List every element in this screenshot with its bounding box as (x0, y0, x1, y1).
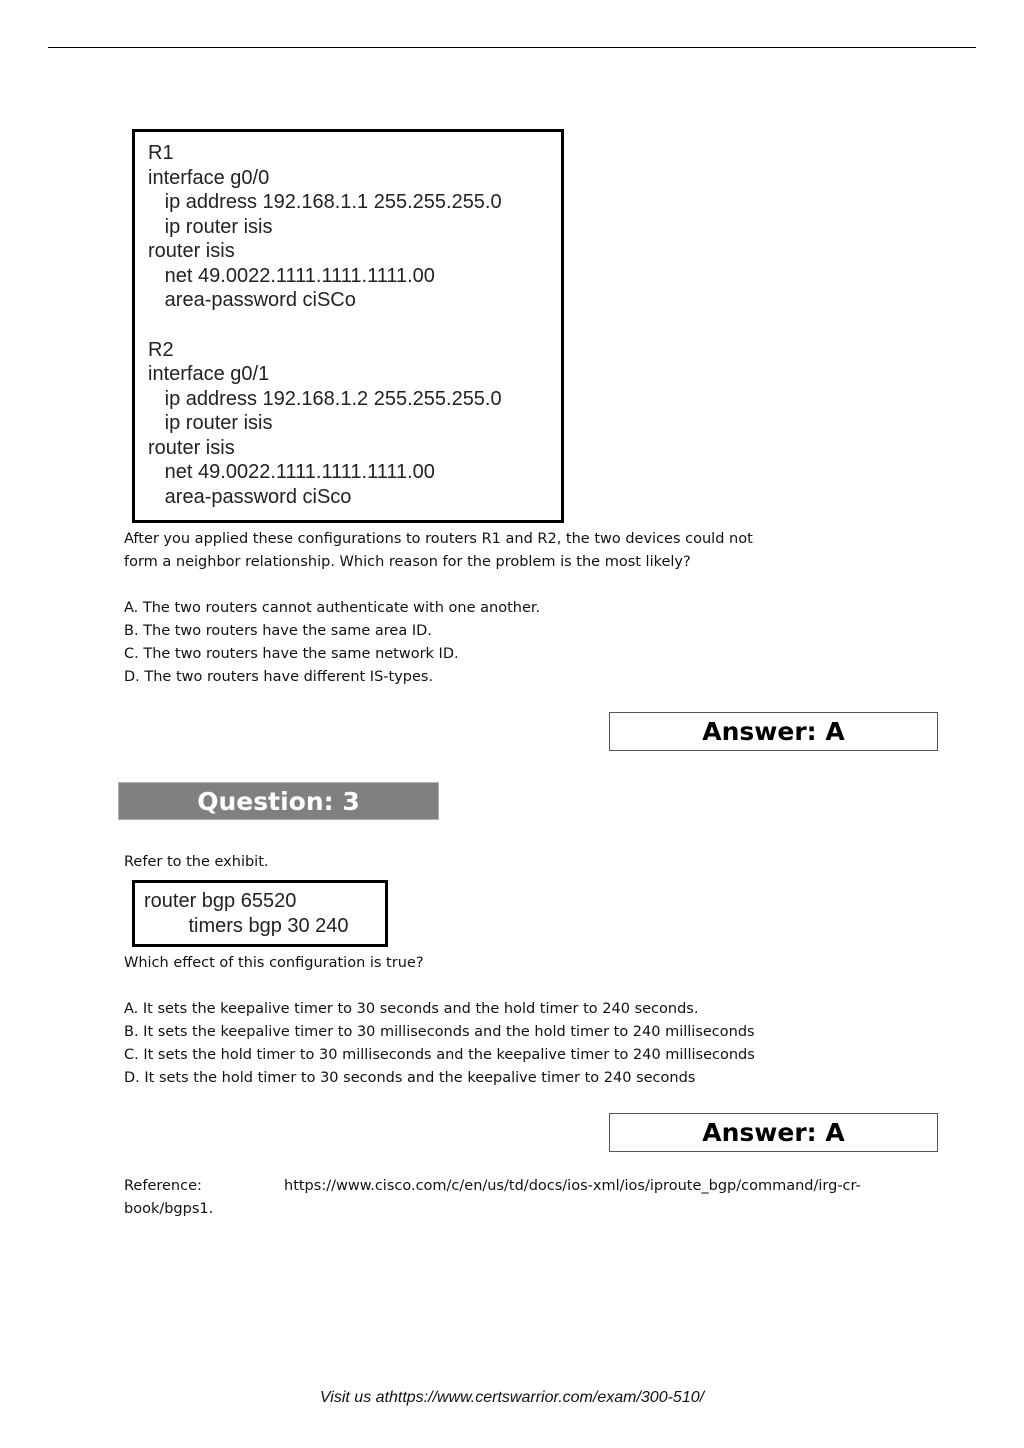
option-c: C. It sets the hold timer to 30 milliseconds and the keepalive timer to 240 milliseconds (124, 1047, 755, 1063)
question-text: Which effect of this configuration is true? (124, 955, 424, 971)
code-line: area-password ciSco (148, 486, 352, 508)
question-text: After you applied these configurations to routers R1 and R2, the two devices could not (124, 531, 753, 547)
question-intro: Refer to the exhibit. (124, 854, 269, 870)
option-b: B. It sets the keepalive timer to 30 milliseconds and the hold timer to 240 milliseconds (124, 1024, 755, 1040)
option-c: C. The two routers have the same network ID. (124, 646, 459, 662)
option-d: D. The two routers have different IS-types. (124, 669, 434, 685)
code-line: ip router isis (148, 216, 273, 238)
option-a: A. It sets the keepalive timer to 30 seconds and the hold timer to 240 seconds. (124, 1001, 699, 1017)
top-rule (48, 47, 976, 48)
code-line: net 49.0022.1111.1111.1111.00 (148, 265, 435, 287)
code-line: ip address 192.168.1.1 255.255.255.0 (148, 191, 502, 213)
option-a: A. The two routers cannot authenticate with one another. (124, 600, 541, 616)
code-line: router isis (148, 240, 235, 262)
code-line: net 49.0022.1111.1111.1111.00 (148, 461, 435, 483)
answer-text: Answer: A (702, 717, 845, 746)
reference-label: Reference: (124, 1178, 202, 1194)
code-line: router isis (148, 437, 235, 459)
exhibit-config-r1-r2 (132, 129, 564, 523)
reference-link-continued[interactable]: book/bgps1. (124, 1201, 214, 1217)
exhibit-bgp-config (132, 880, 388, 947)
answer-text: Answer: A (702, 1118, 845, 1147)
answer-box (609, 712, 938, 751)
code-line: ip address 192.168.1.2 255.255.255.0 (148, 388, 502, 410)
option-d: D. It sets the hold timer to 30 seconds and the keepalive timer to 240 seconds (124, 1070, 696, 1086)
code-line: timers bgp 30 240 (144, 915, 349, 937)
code-line: interface g0/1 (148, 363, 270, 385)
code-line: R1 (148, 142, 174, 164)
code-line: interface g0/0 (148, 167, 270, 189)
question-number: Question: 3 (197, 786, 360, 816)
answer-box (609, 1113, 938, 1152)
reference-link[interactable]: https://www.cisco.com/c/en/us/td/docs/ios-xml/ios/iproute_bgp/command/irg-cr- (284, 1178, 861, 1194)
footer-link[interactable]: Visit us athttps://www.certswarrior.com/exam/300-510/ (319, 1389, 705, 1406)
question-header (118, 782, 439, 820)
option-b: B. The two routers have the same area ID. (124, 623, 432, 639)
code-line: router bgp 65520 (144, 890, 297, 912)
code-line: ip router isis (148, 412, 273, 434)
code-line: R2 (148, 339, 174, 361)
question-text: form a neighbor relationship. Which reason for the problem is the most likely? (124, 554, 691, 570)
code-line: area-password ciSCo (148, 289, 356, 311)
